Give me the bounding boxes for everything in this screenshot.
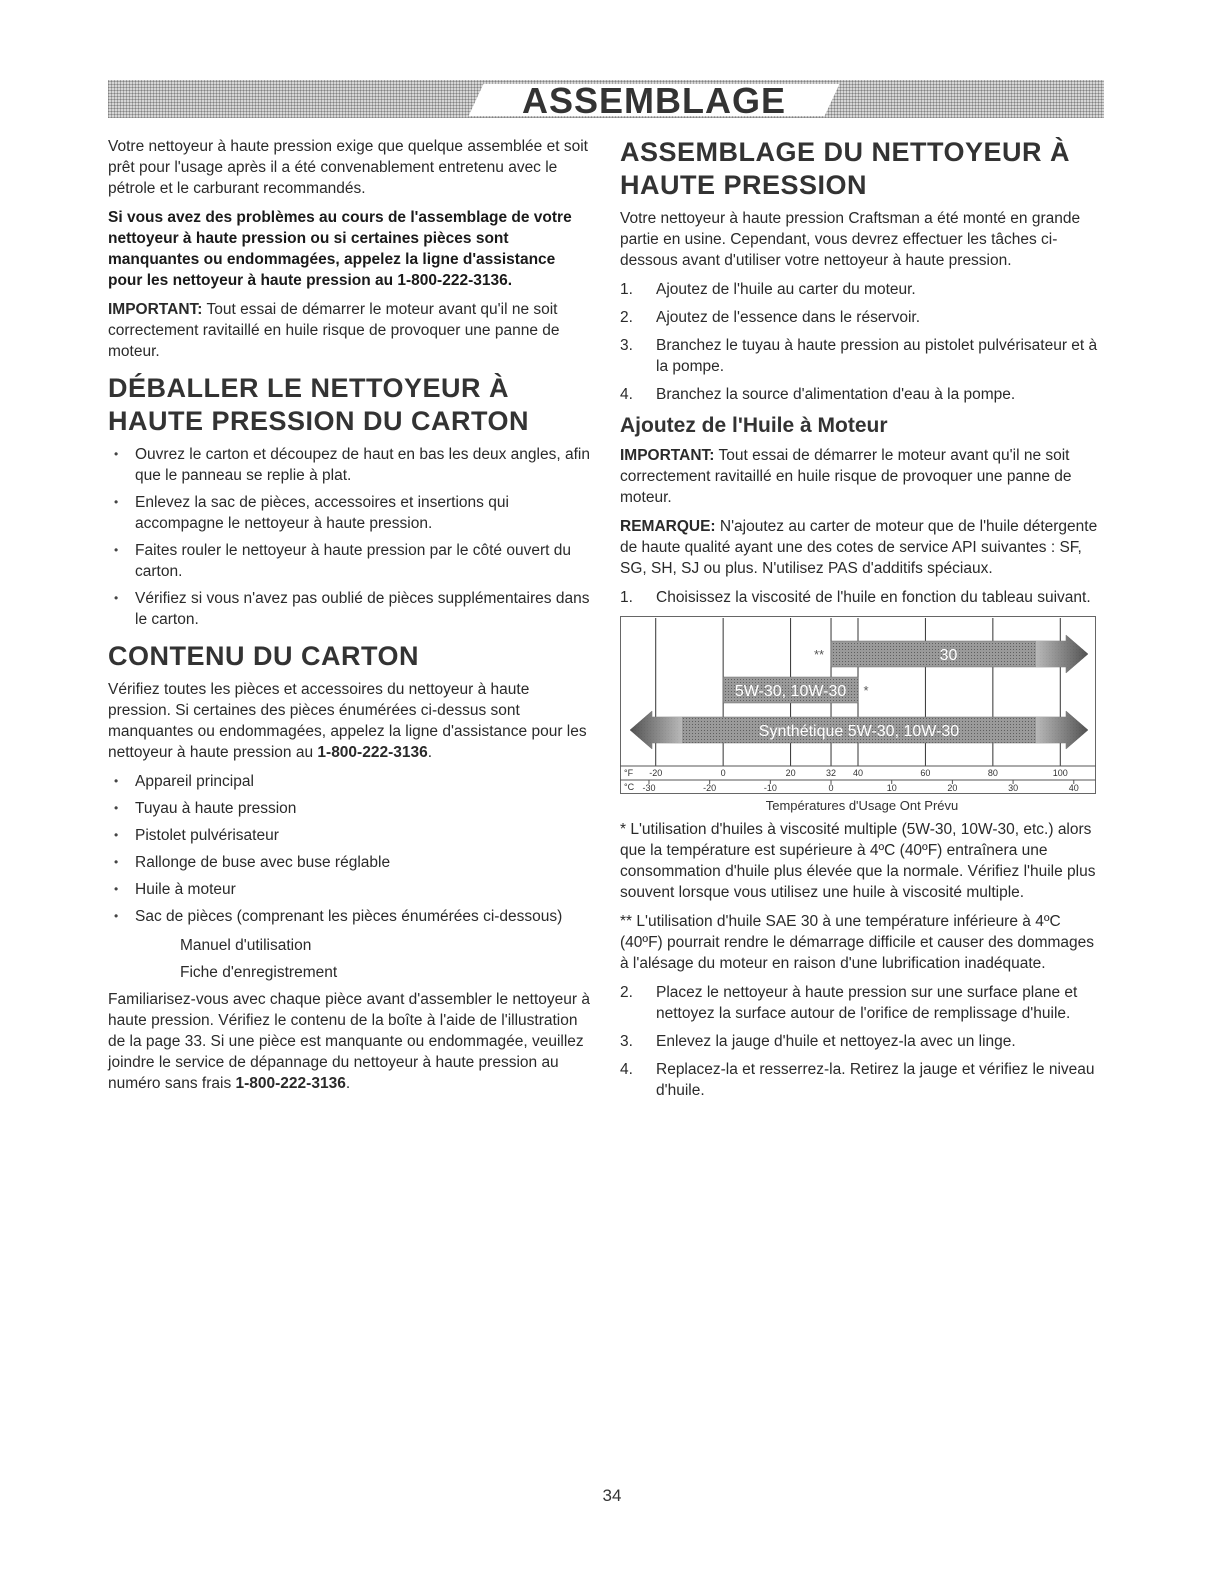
- unpack-list: [108, 444, 594, 630]
- oil-important-text: Tout essai de démarrer le moteur avant qu'il ne soit correctement ravitaillé en huile risque de provoquer une panne de moteur.: [620, 447, 1072, 506]
- left-column: [108, 136, 594, 1102]
- contents-list: [108, 771, 594, 927]
- series-marker: *: [863, 683, 869, 698]
- familiarize-phone: 1-800-222-3136: [235, 1075, 346, 1092]
- step-number: 1.: [620, 589, 633, 606]
- unpack-heading: DÉBALLER LE NETTOYEUR À HAUTE PRESSION DU CARTON: [108, 373, 530, 436]
- important-text: Tout essai de démarrer le moteur avant qu'il ne soit correctement ravitaillé en huile risque de provoquer une panne de moteur.: [108, 301, 560, 360]
- step-item: [620, 1031, 1104, 1052]
- step-item: [620, 1059, 1104, 1101]
- familiarize-paragraph: [108, 989, 594, 1094]
- step-item: [620, 335, 1104, 377]
- help-paragraph: Si vous avez des problèmes au cours de l'assemblage de votre nettoyeur à haute pression ou si certaines pièces sont manquantes ou endommagées, appelez la ligne d'assistance pour les nettoyeur à haute pression au 1-800-222-3136.: [108, 209, 572, 289]
- tick-label-f: 0: [720, 768, 726, 778]
- assembly-intro: Votre nettoyeur à haute pression Craftsman a été monté en grande partie en usine. Cependant, vous devrez effectuer les tâches ci-dessous avant d'utiliser votre nettoyeur à haute pression.: [620, 210, 1081, 269]
- step-text: Ajoutez de l'essence dans le réservoir.: [656, 309, 921, 326]
- step-text: Branchez le tuyau à haute pression au pistolet pulvérisateur et à la pompe.: [656, 337, 1098, 375]
- list-item: • Huile à moteur: [108, 879, 594, 900]
- step-number: 4.: [620, 386, 633, 403]
- tick-label-c: 10: [886, 783, 897, 793]
- tick-label-c: 0: [828, 783, 834, 793]
- tick-label-f: 100: [1052, 768, 1068, 778]
- contents-period: .: [427, 744, 433, 761]
- note-multi-viscosity: * L'utilisation d'huiles à viscosité multiple (5W-30, 10W-30, etc.) alors que la température est supérieure à 4ºC (40ºF) entraînera une consommation d'huile plus élevée que la normale. Vérifiez l'huile plus souvent lorsque vous utilisez une huile à viscosité multiple.: [620, 821, 1096, 901]
- series-marker: **: [813, 647, 825, 662]
- step-text: Replacez-la et resserrez-la. Retirez la jauge et vérifiez le niveau d'huile.: [656, 1061, 1095, 1099]
- step-text: Enlevez la jauge d'huile et nettoyez-la avec un linge.: [656, 1033, 1016, 1050]
- step-text: Branchez la source d'alimentation d'eau à la pompe.: [656, 386, 1016, 403]
- list-item: • Ouvrez le carton et découpez de haut en bas les deux angles, afin que le panneau se replie à plat.: [108, 444, 594, 486]
- list-item: • Tuyau à haute pression: [108, 798, 594, 819]
- step-text: Choisissez la viscosité de l'huile en fonction du tableau suivant.: [656, 589, 1091, 606]
- oil-steps: [620, 982, 1104, 1101]
- list-item: • Appareil principal: [108, 771, 594, 792]
- remarque-paragraph: [620, 516, 1104, 579]
- important-paragraph: [108, 299, 594, 362]
- tick-label-f: 40: [852, 768, 864, 778]
- oil-important-label: IMPORTANT:: [620, 447, 715, 464]
- step-number: 4.: [620, 1061, 633, 1078]
- step-number: 1.: [620, 281, 633, 298]
- remarque-text: N'ajoutez au carter de moteur que de l'huile détergente de haute qualité ayant une des cotes de service API suivantes : SF, SG, SH, SJ ou plus. N'utilisez PAS d'additifs spéciaux.: [620, 518, 1098, 577]
- banner-title: ASSEMBLAGE: [521, 80, 787, 121]
- tick-label-f: 60: [920, 768, 931, 778]
- banner-title-box: [469, 80, 840, 121]
- assembly-heading: ASSEMBLAGE DU NETTOYEUR À HAUTE PRESSION: [620, 137, 1071, 200]
- viscosity-chart: [620, 616, 1096, 794]
- contents-phone: 1-800-222-3136: [317, 744, 428, 761]
- contents-heading: CONTENU DU CARTON: [108, 641, 419, 671]
- axis-f-label: °F: [624, 768, 634, 778]
- tick-label-c: 40: [1068, 783, 1079, 793]
- sub-item-registration: Fiche d'enregistrement: [180, 964, 338, 981]
- series-label: 5W-30, 10W-30: [734, 683, 847, 700]
- intro-paragraph: Votre nettoyeur à haute pression exige que quelque assemblée et soit prêt pour l'usage après il a été convenablement entretenu avec le pétrole et le carburant recommandés.: [108, 138, 588, 197]
- step-number: 2.: [620, 984, 633, 1001]
- note-sae30: ** L'utilisation d'huile SAE 30 à une température inférieure à 4ºC (40ºF) pourrait rendre le démarrage difficile et causer des dommages à l'alésage du moteur en raison d'une lubrification inadéquate.: [620, 913, 1095, 972]
- tick-label-c: -30: [642, 783, 656, 793]
- chart-caption: Températures d'Usage Ont Prévu: [765, 798, 959, 813]
- tick-label-c: -10: [763, 783, 777, 793]
- step-item: [620, 384, 1104, 405]
- right-column: [620, 136, 1104, 1109]
- step-number: 3.: [620, 1033, 633, 1050]
- list-item: • Sac de pièces (comprenant les pièces énumérées ci-dessous): [108, 906, 594, 927]
- sub-item-manual: Manuel d'utilisation: [180, 937, 312, 954]
- tick-label-f: 20: [785, 768, 796, 778]
- familiarize-text: Familiarisez-vous avec chaque pièce avant d'assembler le nettoyeur à haute pression. Vérifiez le contenu de la boîte à l'aide de l'illustration de la page 33. Si une pièce est manquante ou endommagée, veuillez joindre le service de dépannage du nettoyeur à haute pression au numéro sans frais: [108, 991, 590, 1092]
- step-item: [620, 982, 1104, 1024]
- familiarize-period: .: [345, 1075, 351, 1092]
- step-item: [620, 279, 1104, 300]
- step-number: 3.: [620, 337, 633, 354]
- step-item: [620, 587, 1104, 608]
- step-item: [620, 307, 1104, 328]
- tick-label-f: -20: [649, 768, 663, 778]
- series-label: 30: [939, 647, 958, 664]
- tick-label-f: 80: [987, 768, 998, 778]
- contents-intro-text: Vérifiez toutes les pièces et accessoires du nettoyeur à haute pression. Si certaines des pièces énumérées ci-dessus sont manquantes ou endommagées, appelez la ligne d'assistance pour les nettoyeur à haute pression au: [108, 681, 587, 761]
- tick-label-c: 30: [1008, 783, 1019, 793]
- series-label: Synthétique 5W-30, 10W-30: [758, 723, 960, 740]
- section-banner: [108, 80, 1104, 121]
- tick-label-c: 20: [947, 783, 958, 793]
- oil-step-one: [620, 587, 1104, 608]
- oil-heading: Ajoutez de l'Huile à Moteur: [620, 414, 888, 437]
- axis-c-label: °C: [624, 782, 635, 792]
- list-item: • Pistolet pulvérisateur: [108, 825, 594, 846]
- list-item: • Rallonge de buse avec buse réglable: [108, 852, 594, 873]
- assembly-steps: [620, 279, 1104, 405]
- step-number: 2.: [620, 309, 633, 326]
- oil-important-paragraph: [620, 445, 1104, 508]
- list-item: • Vérifiez si vous n'avez pas oublié de pièces supplémentaires dans le carton.: [108, 588, 594, 630]
- page-number: 34: [602, 1486, 622, 1505]
- remarque-label: REMARQUE:: [620, 518, 716, 535]
- list-item: • Enlevez la sac de pièces, accessoires et insertions qui accompagne le nettoyeur à haute pression.: [108, 492, 594, 534]
- contents-intro: [108, 679, 594, 763]
- tick-label-c: -20: [703, 783, 717, 793]
- list-item: • Faites rouler le nettoyeur à haute pression par le côté ouvert du carton.: [108, 540, 594, 582]
- step-text: Placez le nettoyeur à haute pression sur une surface plane et nettoyez la surface autour de l'orifice de remplissage d'huile.: [656, 984, 1078, 1022]
- important-label: IMPORTANT:: [108, 301, 203, 318]
- step-text: Ajoutez de l'huile au carter du moteur.: [656, 281, 916, 298]
- tick-label-f: 32: [826, 768, 837, 778]
